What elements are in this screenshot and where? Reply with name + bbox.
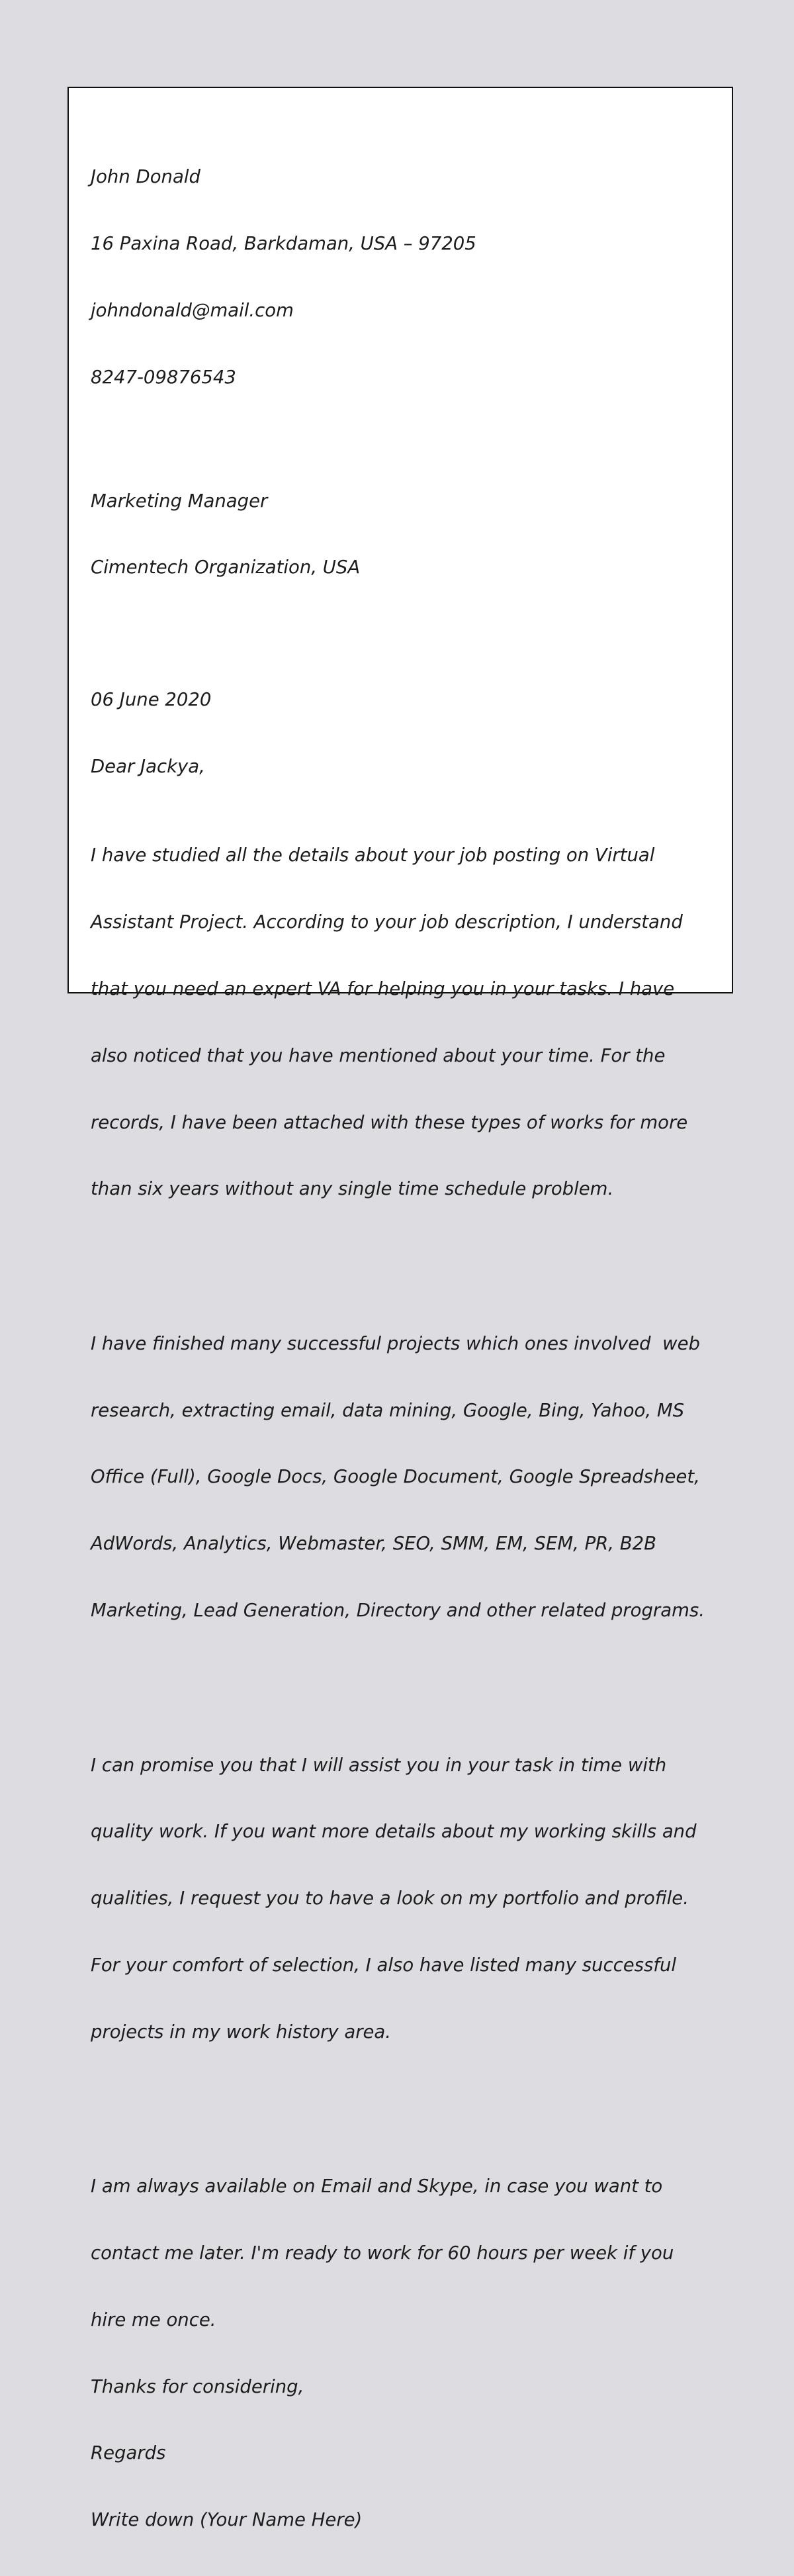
paragraph-1-line: that you need an expert VA for helping you in your tasks. I have bbox=[91, 978, 675, 999]
paragraph-3-line: quality work. If you want more details about my working skills and bbox=[91, 1821, 697, 1843]
spacer bbox=[91, 2088, 726, 2109]
paragraph-3-line: projects in my work history area. bbox=[91, 2021, 392, 2043]
sender-email: johndonald@mail.com bbox=[91, 299, 294, 321]
spacer bbox=[91, 1667, 726, 1688]
paragraph-3-line: I can promise you that I will assist you in your task in time with bbox=[91, 1754, 667, 1776]
paragraph-2-line: I have finished many successful projects which ones involved web bbox=[91, 1332, 700, 1354]
paragraph-2-line: AdWords, Analytics, Webmaster, SEO, SMM, EM, SEM, PR, B2B bbox=[91, 1533, 656, 1555]
closing-thanks: Thanks for considering, bbox=[91, 2375, 304, 2397]
spacer bbox=[91, 1245, 726, 1266]
paragraph-3-line: qualities, I request you to have a look on my portfolio and profile. bbox=[91, 1888, 689, 1909]
letter-body bbox=[91, 122, 726, 2576]
salutation: Dear Jackya, bbox=[91, 756, 205, 778]
paragraph-2-line: Office (Full), Google Docs, Google Document, Google Spreadsheet, bbox=[91, 1466, 700, 1488]
spacer bbox=[91, 433, 726, 445]
sender-address: 16 Paxina Road, Barkdaman, USA – 97205 bbox=[91, 232, 476, 254]
paragraph-1-line: records, I have been attached with these types of works for more bbox=[91, 1111, 688, 1133]
paragraph-1-line: than six years without any single time schedule problem. bbox=[91, 1178, 614, 1200]
paragraph-2-line: Marketing, Lead Generation, Directory and other related programs. bbox=[91, 1600, 705, 1621]
closing-regards: Regards bbox=[91, 2442, 166, 2464]
sender-phone: 8247-09876543 bbox=[91, 366, 236, 388]
closing-signature: Write down (Your Name Here) bbox=[91, 2509, 363, 2531]
paragraph-1-line: also noticed that you have mentioned about your time. For the bbox=[91, 1044, 666, 1066]
paragraph-4-line: hire me once. bbox=[91, 2309, 216, 2330]
paragraph-4-line: I am always available on Email and Skype, in case you want to bbox=[91, 2176, 663, 2197]
letter-page bbox=[67, 87, 733, 2531]
paragraph-1-line: Assistant Project. According to your job description, I understand bbox=[91, 911, 683, 933]
spacer bbox=[91, 623, 726, 645]
recipient-organization: Cimentech Organization, USA bbox=[91, 557, 361, 578]
sender-name: John Donald bbox=[91, 166, 200, 188]
paragraph-4-line: contact me later. I'm ready to work for 60 hours per week if you bbox=[91, 2242, 674, 2264]
letter-date: 06 June 2020 bbox=[91, 689, 212, 711]
recipient-title: Marketing Manager bbox=[91, 490, 268, 512]
paragraph-3-line: For your comfort of selection, I also have listed many successful bbox=[91, 1954, 677, 1976]
paragraph-1-line: I have studied all the details about your job posting on Virtual bbox=[91, 845, 655, 866]
paragraph-2-line: research, extracting email, data mining, Google, Bing, Yahoo, MS bbox=[91, 1399, 685, 1421]
